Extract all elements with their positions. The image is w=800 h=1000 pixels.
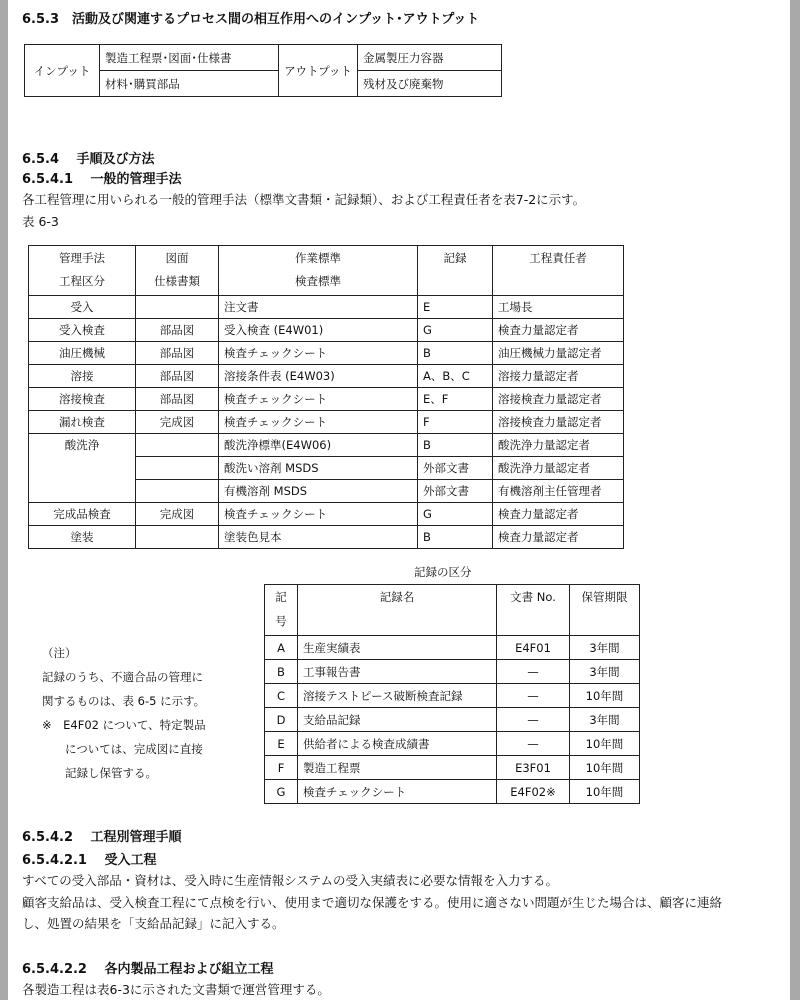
cell-record-name: 生産実績表 — [298, 636, 497, 660]
cell-manager: 溶接検査力量認定者 — [493, 388, 624, 411]
cell-standard: 酸洗浄標準(E4W06) — [219, 434, 418, 457]
cell-doc-no: E4F02※ — [497, 780, 570, 804]
cell-code: A — [265, 636, 298, 660]
cell-record: E — [418, 296, 493, 319]
record-row — [265, 684, 640, 708]
cell-manager: 溶接検査力量認定者 — [493, 411, 624, 434]
footnote-title: （注） — [42, 646, 77, 660]
cell-retention: 3年間 — [570, 708, 640, 732]
section-6-5-4-1-paragraph: 各工程管理に用いられる一般的管理手法（標準文書類・記録類）、および工程責任者を表7-2に示す。 — [22, 192, 586, 207]
cell-manager: 酸洗浄力量認定者 — [493, 457, 624, 480]
record-row — [265, 636, 640, 660]
cell-process: 完成品検査 — [29, 503, 136, 526]
header-doc-no: 文書 No. — [497, 585, 570, 636]
cell-manager: 酸洗浄力量認定者 — [493, 434, 624, 457]
cell-retention: 3年間 — [570, 660, 640, 684]
cell-drawing — [136, 457, 219, 480]
cell-record: G — [418, 503, 493, 526]
cell-record: E、F — [418, 388, 493, 411]
cell-manager: 溶接力量認定者 — [493, 365, 624, 388]
section-6-5-4-2-1-heading: 6.5.4.2.1 受入工程 — [22, 853, 157, 868]
output-label: アウトプット — [279, 45, 358, 97]
cell-retention: 10年間 — [570, 756, 640, 780]
table-row — [29, 365, 624, 388]
cell-standard: 検査チェックシート — [219, 388, 418, 411]
management-method-table — [28, 245, 624, 549]
input-item: 材料･購買部品 — [100, 71, 279, 97]
cell-doc-no: — — [497, 684, 570, 708]
section-6-5-4-2-2-paragraph: 各製造工程は表6-3に示された文書類で運営管理する。 — [22, 982, 330, 997]
cell-doc-no: E3F01 — [497, 756, 570, 780]
cell-manager: 油圧機械力量認定者 — [493, 342, 624, 365]
table-row — [29, 411, 624, 434]
cell-code: G — [265, 780, 298, 804]
cell-record-name: 支給品記録 — [298, 708, 497, 732]
table-row — [29, 434, 624, 457]
footnote-line: 記録のうち、不適合品の管理に — [42, 670, 203, 684]
footnote — [42, 641, 206, 785]
cell-retention: 3年間 — [570, 636, 640, 660]
record-header-row — [265, 585, 640, 636]
section-6-5-4-2-1-paragraph: 顧客支給品は、受入検査工程にて点検を行い、使用まで適切な保護をする。使用に適さない問題が生じた場合は、顧客に連絡 — [22, 895, 723, 910]
cell-drawing — [136, 480, 219, 503]
cell-process: 受入検査 — [29, 319, 136, 342]
section-6-5-4-2-2-heading: 6.5.4.2.2 各内製品工程および組立工程 — [22, 962, 274, 977]
cell-manager: 工場長 — [493, 296, 624, 319]
cell-doc-no: — — [497, 660, 570, 684]
header-record: 記録 — [418, 246, 493, 296]
table-row — [29, 503, 624, 526]
cell-standard: 塗装色見本 — [219, 526, 418, 549]
output-item: 金属製圧力容器 — [358, 45, 502, 71]
cell-drawing: 完成図 — [136, 503, 219, 526]
header-standard: 作業標準 検査標準 — [219, 246, 418, 296]
footnote-line: ※ E4F02 について、特定製品 — [42, 718, 206, 732]
cell-standard: 注文書 — [219, 296, 418, 319]
page-frame-left — [0, 0, 8, 1000]
cell-drawing: 部品図 — [136, 319, 219, 342]
cell-record: 外部文書 — [418, 480, 493, 503]
cell-process: 油圧機械 — [29, 342, 136, 365]
cell-drawing — [136, 296, 219, 319]
output-item: 残材及び廃棄物 — [358, 71, 502, 97]
cell-drawing: 部品図 — [136, 365, 219, 388]
cell-code: B — [265, 660, 298, 684]
section-6-5-4-2-1-paragraph: し、処置の結果を「支給品記録」に記入する。 — [22, 916, 285, 931]
footnote-line: 関するものは、表 6-5 に示す。 — [42, 694, 206, 708]
cell-record-name: 工事報告書 — [298, 660, 497, 684]
header-process: 管理手法 工程区分 — [29, 246, 136, 296]
table-row — [29, 388, 624, 411]
input-item: 製造工程票･図面･仕様書 — [100, 45, 279, 71]
record-row — [265, 732, 640, 756]
cell-code: C — [265, 684, 298, 708]
cell-record: B — [418, 434, 493, 457]
cell-process: 塗装 — [29, 526, 136, 549]
cell-drawing: 部品図 — [136, 342, 219, 365]
table-row — [29, 296, 624, 319]
header-code: 記 号 — [265, 585, 298, 636]
table-row — [29, 526, 624, 549]
record-row — [265, 756, 640, 780]
cell-drawing: 完成図 — [136, 411, 219, 434]
cell-code: D — [265, 708, 298, 732]
footnote-line: 記録し保管する。 — [42, 766, 157, 780]
header-manager: 工程責任者 — [493, 246, 624, 296]
record-row — [265, 780, 640, 804]
cell-standard: 有機溶剤 MSDS — [219, 480, 418, 503]
cell-code: E — [265, 732, 298, 756]
header-record-name: 記録名 — [298, 585, 497, 636]
cell-process: 酸洗浄 — [29, 434, 136, 503]
table-row — [29, 342, 624, 365]
cell-retention: 10年間 — [570, 684, 640, 708]
input-output-table — [24, 44, 502, 97]
cell-record-name: 供給者による検査成績書 — [298, 732, 497, 756]
cell-record-name: 検査チェックシート — [298, 780, 497, 804]
header-drawing: 図面 仕様書類 — [136, 246, 219, 296]
cell-record-name: 製造工程票 — [298, 756, 497, 780]
section-6-5-4-2-heading: 6.5.4.2 工程別管理手順 — [22, 830, 182, 845]
table-row — [29, 319, 624, 342]
cell-process: 溶接 — [29, 365, 136, 388]
cell-manager: 検査力量認定者 — [493, 319, 624, 342]
cell-doc-no: E4F01 — [497, 636, 570, 660]
cell-record: 外部文書 — [418, 457, 493, 480]
cell-standard: 受入検査 (E4W01) — [219, 319, 418, 342]
section-6-5-4-1-heading: 6.5.4.1 一般的管理手法 — [22, 172, 182, 187]
cell-manager: 検査力量認定者 — [493, 526, 624, 549]
cell-standard: 検査チェックシート — [219, 342, 418, 365]
cell-manager: 検査力量認定者 — [493, 503, 624, 526]
page-frame-right — [790, 0, 800, 1000]
cell-drawing — [136, 526, 219, 549]
cell-standard: 検査チェックシート — [219, 411, 418, 434]
header-retention: 保管期限 — [570, 585, 640, 636]
cell-doc-no: — — [497, 732, 570, 756]
cell-code: F — [265, 756, 298, 780]
cell-standard: 検査チェックシート — [219, 503, 418, 526]
cell-drawing: 部品図 — [136, 388, 219, 411]
cell-process: 受入 — [29, 296, 136, 319]
record-row — [265, 708, 640, 732]
record-row — [265, 660, 640, 684]
cell-doc-no: — — [497, 708, 570, 732]
cell-standard: 溶接条件表 (E4W03) — [219, 365, 418, 388]
section-6-5-4-2-1-paragraph: すべての受入部品・資材は、受入時に生産情報システムの受入実績表に必要な情報を入力する。 — [22, 873, 559, 888]
cell-retention: 10年間 — [570, 732, 640, 756]
input-label: インプット — [25, 45, 100, 97]
footnote-line: については、完成図に直接 — [42, 742, 203, 756]
cell-retention: 10年間 — [570, 780, 640, 804]
cell-process: 溶接検査 — [29, 388, 136, 411]
record-table-title: 記録の区分 — [414, 565, 472, 579]
document-page — [22, 0, 782, 1000]
cell-drawing — [136, 434, 219, 457]
cell-record: F — [418, 411, 493, 434]
cell-record: G — [418, 319, 493, 342]
record-classification-table — [264, 584, 640, 804]
cell-record: B — [418, 526, 493, 549]
section-6-5-4-heading: 6.5.4 手順及び方法 — [22, 152, 155, 167]
cell-process: 漏れ検査 — [29, 411, 136, 434]
cell-record: A、B、C — [418, 365, 493, 388]
cell-standard: 酸洗い溶剤 MSDS — [219, 457, 418, 480]
cell-record-name: 溶接テストピース破断検査記録 — [298, 684, 497, 708]
section-6-5-3-heading: 6.5.3 活動及び関連するプロセス間の相互作用へのインプット･アウトプット — [22, 12, 480, 27]
cell-record: B — [418, 342, 493, 365]
table-header-row — [29, 246, 624, 296]
cell-manager: 有機溶剤主任管理者 — [493, 480, 624, 503]
table-label: 表 6-3 — [22, 214, 59, 229]
